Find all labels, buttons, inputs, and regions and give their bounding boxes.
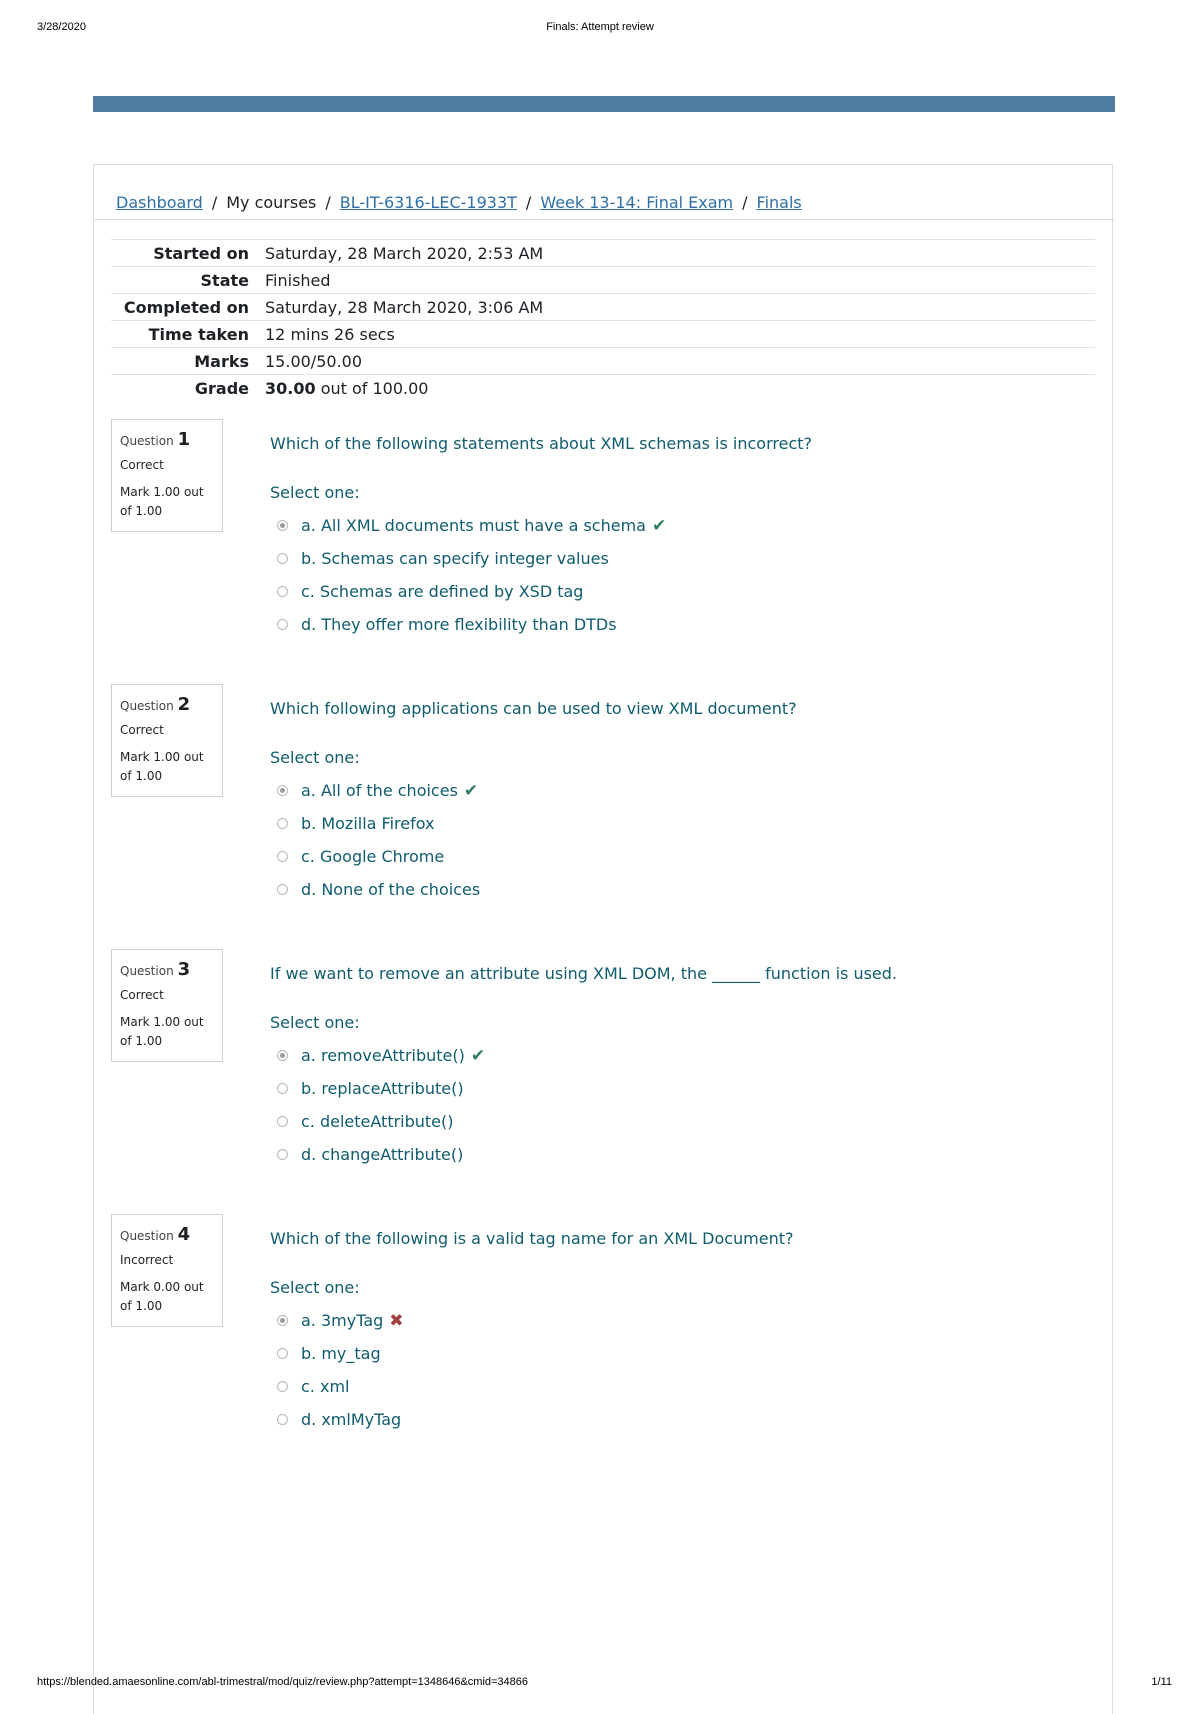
answer-option-label: d. None of the choices (301, 880, 481, 899)
answer-option-label: b. replaceAttribute() (301, 1079, 464, 1098)
answer-options (277, 774, 480, 906)
question-info-box (111, 684, 223, 797)
radio-button[interactable] (277, 586, 288, 597)
answer-option[interactable] (277, 840, 480, 873)
answer-option[interactable] (277, 1370, 404, 1403)
answer-option-label: d. They offer more flexibility than DTDs (301, 615, 617, 634)
answer-option-label: c. Google Chrome (301, 847, 445, 866)
answer-option[interactable] (277, 509, 666, 542)
answer-option[interactable] (277, 542, 666, 575)
question-state: Incorrect (120, 1253, 174, 1267)
answer-option[interactable] (277, 774, 480, 807)
summary-label: State (200, 270, 249, 290)
question-number: 3 (177, 959, 191, 980)
breadcrumb-separator: / (525, 193, 532, 212)
answer-option[interactable] (277, 873, 480, 906)
summary-row-grade (111, 374, 1095, 401)
answer-option-label: b. Schemas can specify integer values (301, 549, 609, 568)
question-text: Which following applications can be used to view XML document? (270, 699, 797, 718)
question-state: Correct (120, 988, 164, 1002)
select-one-prompt: Select one: (270, 483, 360, 502)
answer-option-label: b. Mozilla Firefox (301, 814, 435, 833)
print-title: Finals: Attempt review (546, 21, 654, 33)
answer-option-label: c. deleteAttribute() (301, 1112, 454, 1131)
breadcrumb-my-courses: My courses (226, 193, 317, 212)
question-text: If we want to remove an attribute using XML DOM, the ______ function is used. (270, 964, 898, 983)
summary-row-marks (111, 347, 1095, 374)
radio-button[interactable] (277, 884, 288, 895)
answer-option-label: c. Schemas are defined by XSD tag (301, 582, 584, 601)
card-header-divider (93, 219, 1115, 220)
answer-options (277, 509, 666, 641)
summary-row-completed (111, 293, 1095, 320)
summary-label: Grade (194, 378, 249, 398)
radio-button[interactable] (277, 785, 288, 796)
top-banner (93, 96, 1115, 112)
radio-button[interactable] (277, 1414, 288, 1425)
answer-option[interactable] (277, 608, 666, 641)
question-word: Question (120, 434, 174, 448)
select-one-prompt: Select one: (270, 748, 360, 767)
summary-value: 12 mins 26 secs (265, 324, 395, 344)
summary-label: Completed on (123, 297, 249, 317)
answer-option-label: a. All XML documents must have a schema (301, 516, 646, 535)
print-date: 3/28/2020 (37, 21, 86, 33)
radio-button[interactable] (277, 1116, 288, 1127)
attempt-summary-table (111, 239, 1095, 401)
summary-label: Time taken (148, 324, 249, 344)
breadcrumb (116, 193, 802, 212)
answer-option[interactable] (277, 1337, 404, 1370)
radio-button[interactable] (277, 1315, 288, 1326)
answer-option[interactable] (277, 1039, 485, 1072)
select-one-prompt: Select one: (270, 1013, 360, 1032)
question-state: Correct (120, 458, 164, 472)
answer-option[interactable] (277, 1138, 485, 1171)
radio-button[interactable] (277, 619, 288, 630)
radio-button[interactable] (277, 1149, 288, 1160)
question-state: Correct (120, 723, 164, 737)
question-mark: Mark 1.00 out of 1.00 (120, 750, 204, 783)
question-info-box (111, 949, 223, 1062)
question-text: Which of the following statements about XML schemas is incorrect? (270, 434, 813, 453)
summary-row-time (111, 320, 1095, 347)
grade-score: 30.00 (265, 378, 316, 398)
answer-option-label: b. my_tag (301, 1344, 381, 1363)
question-info-box (111, 1214, 223, 1327)
answer-option-label: d. changeAttribute() (301, 1145, 464, 1164)
grade-rest: out of 100.00 (320, 378, 429, 398)
print-page-number: 1/11 (1151, 1676, 1172, 1688)
question-word: Question (120, 964, 174, 978)
answer-option-label: a. 3myTag (301, 1311, 384, 1330)
question-text: Which of the following is a valid tag name for an XML Document? (270, 1229, 794, 1248)
question-number-line (120, 694, 214, 715)
answer-option[interactable] (277, 575, 666, 608)
breadcrumb-separator: / (742, 193, 748, 212)
radio-button[interactable] (277, 1050, 288, 1061)
question-number: 2 (177, 694, 191, 715)
correct-check-icon: ✔ (470, 1045, 486, 1066)
radio-button[interactable] (277, 553, 288, 564)
answer-option-label: a. removeAttribute() (301, 1046, 465, 1065)
question-number: 4 (177, 1224, 191, 1245)
question-number-line (120, 959, 214, 980)
answer-option-label: d. xmlMyTag (301, 1410, 402, 1429)
question-number: 1 (177, 429, 191, 450)
breadcrumb-separator: / (211, 193, 218, 212)
radio-button[interactable] (277, 851, 288, 862)
select-one-prompt: Select one: (270, 1278, 360, 1297)
question-number-line (120, 429, 214, 450)
question-number-line (120, 1224, 214, 1245)
question-info-box (111, 419, 223, 532)
summary-value: 15.00/50.00 (265, 351, 362, 371)
breadcrumb-finals-link[interactable]: Finals (756, 193, 802, 212)
radio-button[interactable] (277, 1348, 288, 1359)
radio-button[interactable] (277, 520, 288, 531)
print-url: https://blended.amaesonline.com/abl-trimestral/mod/quiz/review.php?attempt=1348646&cmid=34866 (37, 1676, 529, 1688)
radio-button[interactable] (277, 818, 288, 829)
answer-option[interactable] (277, 1304, 404, 1337)
summary-row-state (111, 266, 1095, 293)
answer-option[interactable] (277, 807, 480, 840)
question-mark: Mark 1.00 out of 1.00 (120, 485, 204, 518)
question-mark: Mark 1.00 out of 1.00 (120, 1015, 204, 1048)
summary-value: Saturday, 28 March 2020, 2:53 AM (265, 243, 544, 263)
breadcrumb-week-link[interactable]: Week 13-14: Final Exam (540, 193, 734, 212)
summary-value: Saturday, 28 March 2020, 3:06 AM (265, 297, 544, 317)
breadcrumb-course-link[interactable]: BL-IT-6316-LEC-1933T (339, 193, 517, 212)
breadcrumb-separator: / (325, 193, 331, 212)
summary-value: Finished (265, 270, 331, 290)
incorrect-cross-icon: ✖ (389, 1310, 404, 1331)
question-word: Question (120, 1229, 174, 1243)
question-word: Question (120, 699, 174, 713)
answer-option-label: c. xml (301, 1377, 350, 1396)
summary-label: Started on (153, 243, 249, 263)
radio-button[interactable] (277, 1083, 288, 1094)
summary-label: Marks (194, 351, 249, 371)
breadcrumb-dashboard-link[interactable]: Dashboard (116, 193, 203, 212)
answer-option[interactable] (277, 1105, 485, 1138)
correct-check-icon: ✔ (651, 515, 667, 536)
question-mark: Mark 0.00 out of 1.00 (120, 1280, 204, 1313)
answer-options (277, 1039, 485, 1171)
radio-button[interactable] (277, 1381, 288, 1392)
answer-option[interactable] (277, 1072, 485, 1105)
answer-options (277, 1304, 404, 1436)
answer-option[interactable] (277, 1403, 404, 1436)
correct-check-icon: ✔ (463, 780, 479, 801)
summary-row-started (111, 239, 1095, 266)
answer-option-label: a. All of the choices (301, 781, 458, 800)
summary-value (265, 379, 428, 398)
